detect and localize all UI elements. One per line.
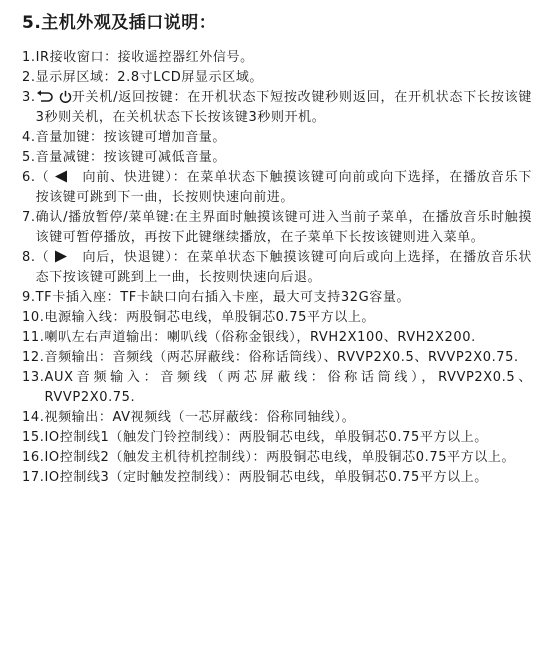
list-item-9 — [22, 288, 532, 308]
list-item-11 — [22, 328, 532, 348]
list-item-2 — [22, 68, 532, 88]
item-number: 15. — [22, 430, 45, 445]
item-number: 4. — [22, 130, 36, 145]
list-item-16 — [22, 448, 532, 468]
list-item-13 — [22, 368, 532, 408]
item-body — [36, 248, 532, 288]
item-text: 向后，快退键）：在菜单状态下触摸该键可向后或向上选择，在播放音乐状态下按该键可跳到上一曲，长按则快速向后退。 — [35, 250, 532, 285]
right-triangle-icon — [54, 250, 68, 263]
item-number: 2. — [22, 70, 36, 85]
item-number: 14. — [22, 410, 45, 425]
item-number: 8. — [22, 250, 36, 265]
item-number: 10. — [22, 310, 45, 325]
item-number: 12. — [22, 350, 45, 365]
item-text: IR接收窗口：接收遥控器红外信号。 — [35, 50, 254, 65]
item-text: IO控制线1（触发门铃控制线）：两股铜芯电线，单股铜芯0.75平方以上。 — [44, 430, 488, 445]
item-number: 1. — [22, 50, 36, 65]
open-paren: （ — [35, 170, 50, 185]
open-paren: （ — [35, 250, 50, 265]
list-item-3 — [22, 88, 532, 128]
item-number: 16. — [22, 450, 45, 465]
item-list — [22, 48, 532, 488]
list-item-12 — [22, 348, 532, 368]
item-number: 17. — [22, 470, 45, 485]
item-body — [36, 88, 532, 128]
list-item-14 — [22, 408, 532, 428]
list-item-17 — [22, 468, 532, 488]
item-number: 11. — [22, 330, 45, 345]
item-number: 13. — [22, 370, 45, 385]
list-item-4 — [22, 128, 532, 148]
list-item-15 — [22, 428, 532, 448]
left-triangle-icon — [54, 170, 68, 183]
power-icon — [59, 90, 72, 103]
list-item-8 — [22, 248, 532, 288]
item-text: 向前、快进键）：在菜单状态下触摸该键可向前或向下选择，在播放音乐下按该键可跳到下一曲，长按则快速向前进。 — [35, 170, 532, 205]
item-number: 7. — [22, 210, 36, 225]
item-text: IO控制线3（定时触发控制线）：两股铜芯电线，单股铜芯0.75平方以上。 — [44, 470, 488, 485]
item-text: 显示屏区域：2.8寸LCD屏显示区域。 — [35, 70, 264, 85]
item-body — [36, 168, 532, 208]
item-text: 音量加键：按该键可增加音量。 — [35, 130, 227, 145]
item-text: AUX音频输入：音频线（两芯屏蔽线：俗称话筒线），RVVP2X0.5、RVVP2X0.75. — [44, 370, 532, 405]
item-text: 电源输入线：两股铜芯电线，单股铜芯0.75平方以上。 — [44, 310, 376, 325]
item-text: 确认/播放暂停/菜单键:在主界面时触摸该键可进入当前子菜单，在播放音乐时触摸该键可暂停播放，再按下此键继续播放，在子菜单下长按该键则进入菜单。 — [35, 210, 532, 245]
item-text: IO控制线2（触发主机待机控制线）：两股铜芯电线，单股铜芯0.75平方以上。 — [44, 450, 516, 465]
section-heading: 5.主机外观及插口说明： — [22, 13, 217, 33]
item-text: TF卡插入座：TF卡缺口向右插入卡座，最大可支持32G容量。 — [35, 290, 411, 305]
item-number: 6. — [22, 170, 36, 185]
return-arrow-icon — [36, 90, 54, 103]
item-number: 9. — [22, 290, 36, 305]
item-text: 音量减键：按该键可减低音量。 — [35, 150, 227, 165]
list-item-7 — [22, 208, 532, 248]
list-item-6 — [22, 168, 532, 208]
list-item-10 — [22, 308, 532, 328]
item-number: 5. — [22, 150, 36, 165]
list-item-1 — [22, 48, 532, 68]
item-text: 喇叭左右声道输出：喇叭线（俗称金银线），RVH2X100、RVH2X200. — [44, 330, 476, 345]
item-text: 开关机/返回按键：在开机状态下短按改键秒则返回，在开机状态下长按该键3秒则关机，在关机状态下长按该键3秒则开机。 — [35, 90, 533, 125]
item-text: 音频输出：音频线（两芯屏蔽线：俗称话筒线）、RVVP2X0.5、RVVP2X0.75. — [44, 350, 519, 365]
list-item-5 — [22, 148, 532, 168]
item-text: 视频输出：AV视频线（一芯屏蔽线：俗称同轴线）。 — [44, 410, 356, 425]
item-number: 3. — [22, 90, 36, 105]
